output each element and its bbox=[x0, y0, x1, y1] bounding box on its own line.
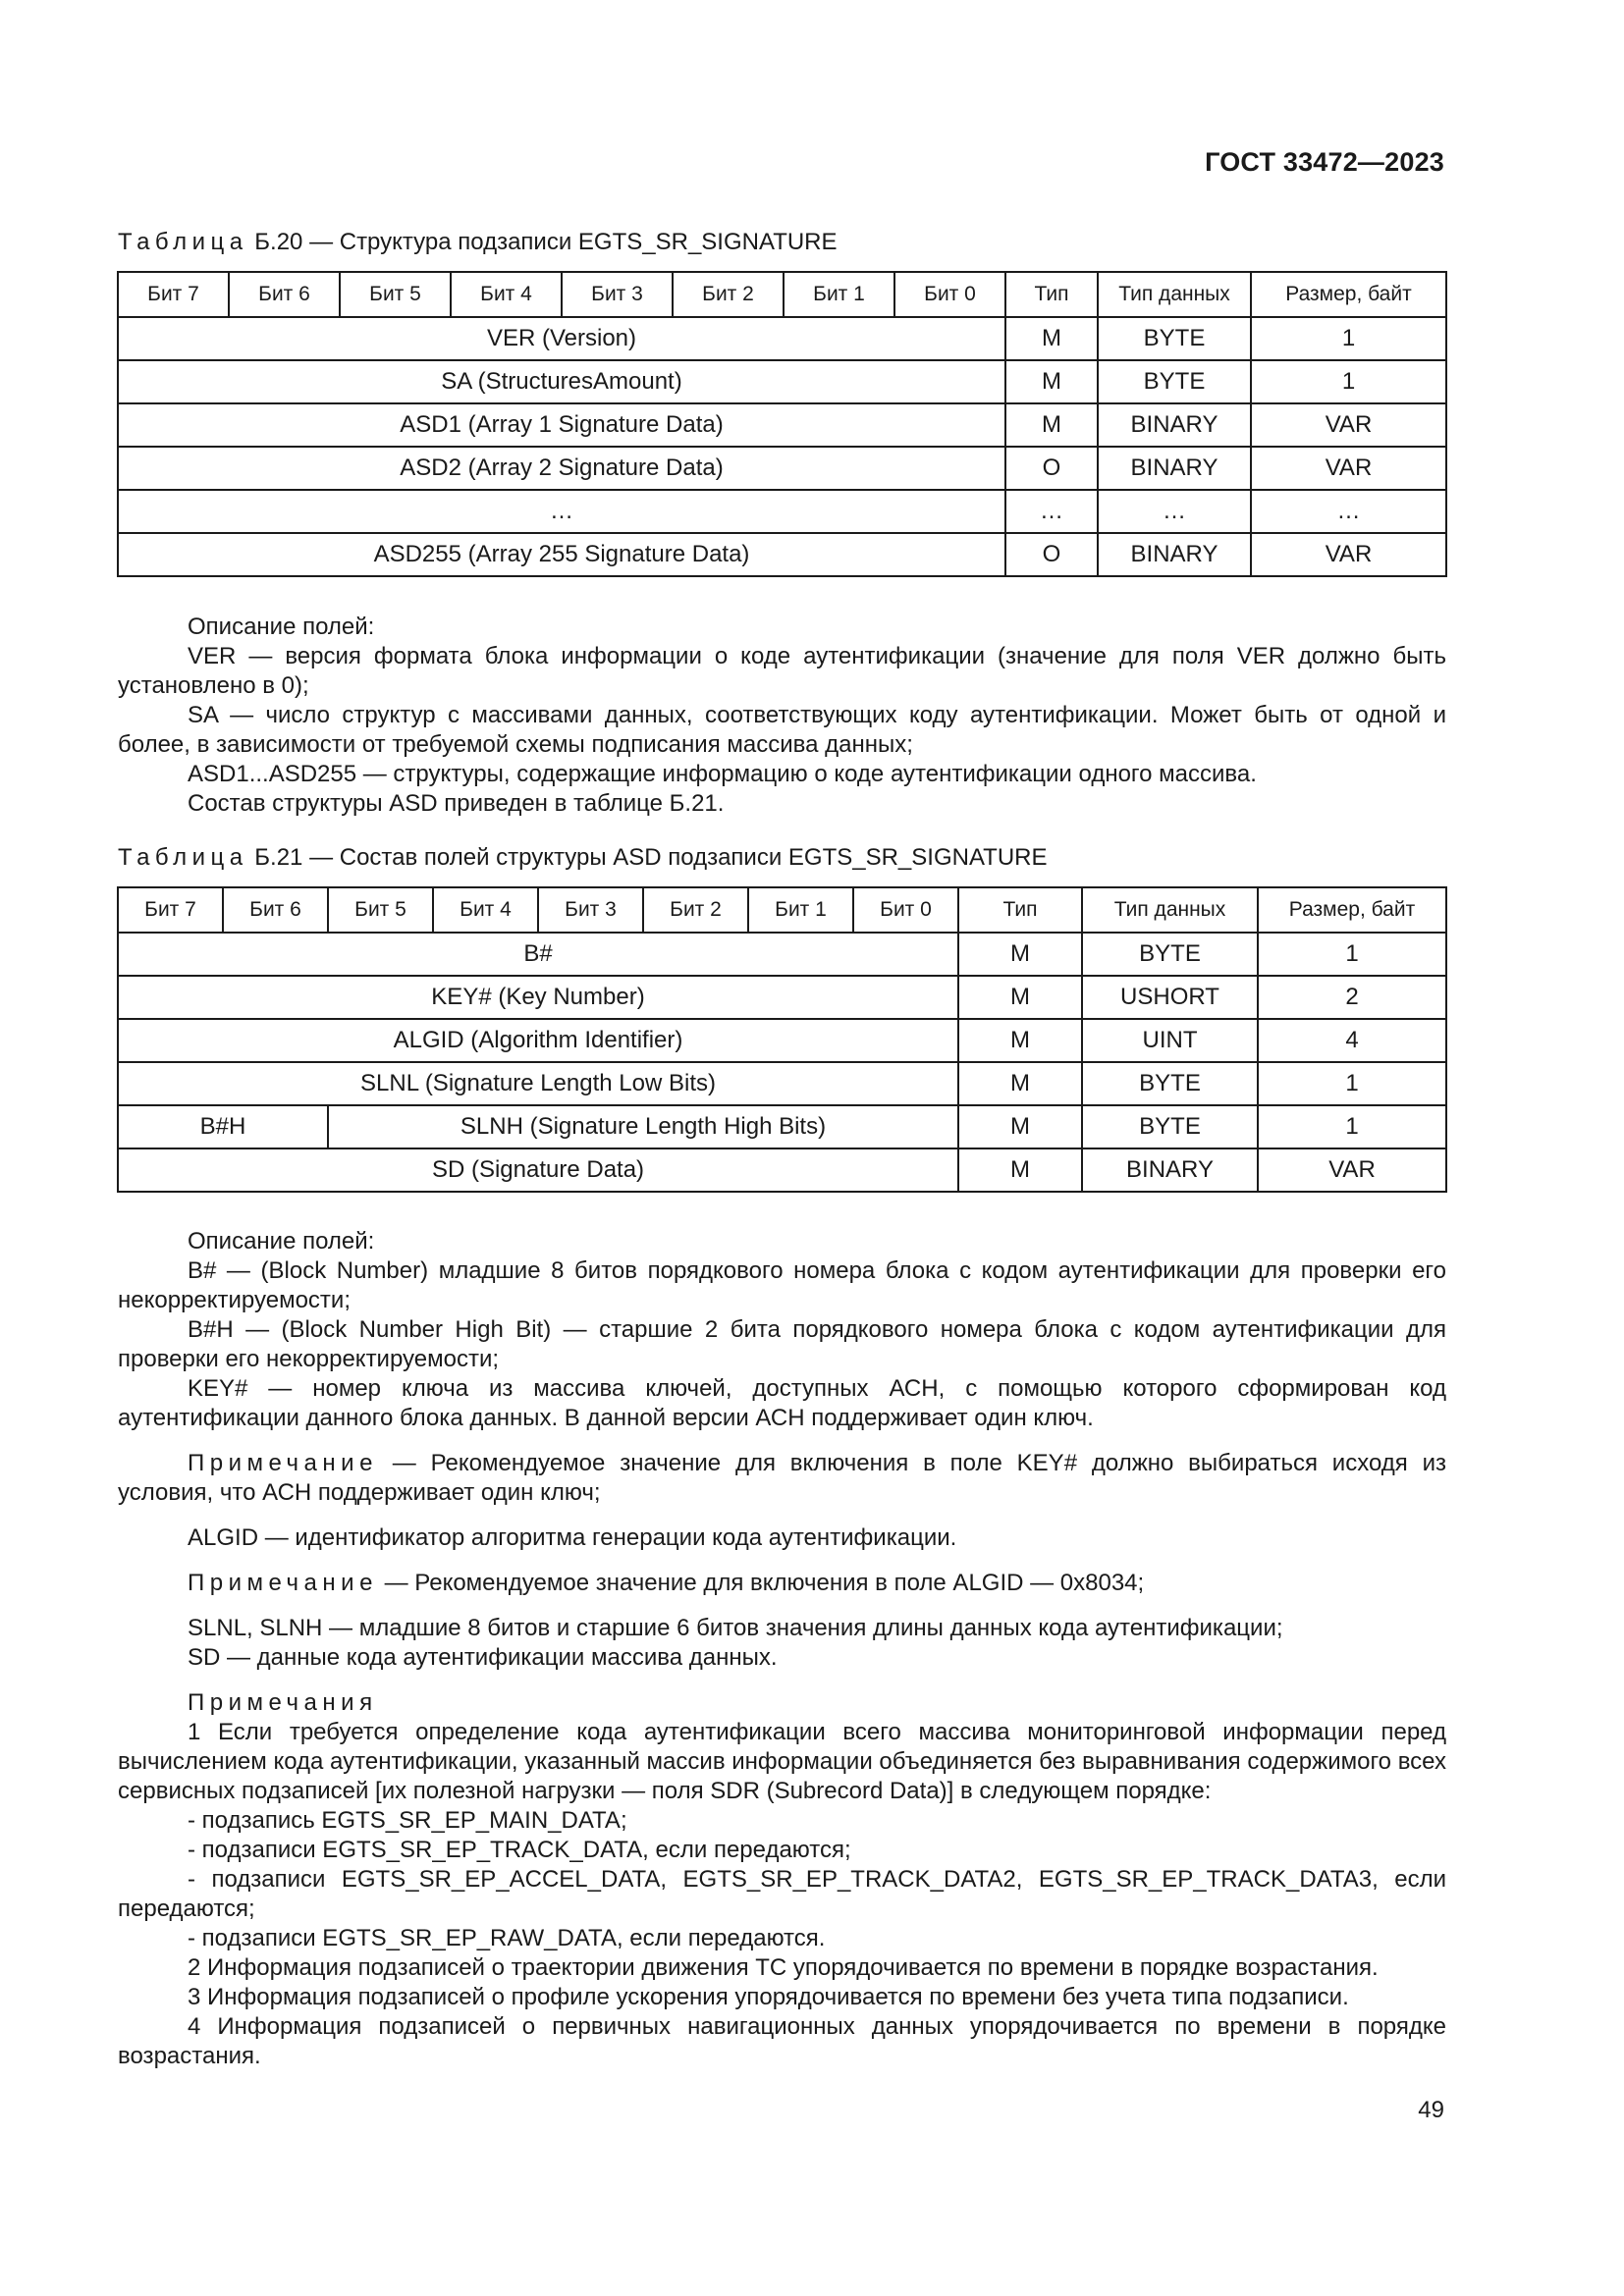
table20-header-cell: Тип данных bbox=[1098, 272, 1251, 317]
note-text: — Рекомендуемое значение для включения в поле KEY# должно выбираться исходя из условия, что АСН поддерживает один ключ; bbox=[118, 1450, 1446, 1506]
table-row bbox=[118, 360, 1446, 403]
table20-header-row bbox=[118, 272, 1446, 317]
field-cell: ASD1 (Array 1 Signature Data) bbox=[118, 403, 1005, 447]
field-cell: … bbox=[118, 490, 1005, 533]
size-cell: 4 bbox=[1258, 1019, 1446, 1062]
table-row bbox=[118, 933, 1446, 976]
datatype-cell: BYTE bbox=[1098, 317, 1251, 360]
table20-header-cell: Бит 5 bbox=[340, 272, 451, 317]
note-key bbox=[118, 1449, 1446, 1508]
paragraph: B# — (Block Number) младшие 8 битов порядкового номера блока с кодом аутентификации для проверки его некорректируемости; bbox=[118, 1257, 1446, 1313]
type-cell: M bbox=[958, 1148, 1082, 1192]
datatype-cell: … bbox=[1098, 490, 1251, 533]
table-row bbox=[118, 317, 1446, 360]
table20-header-cell: Бит 0 bbox=[894, 272, 1005, 317]
notes-label: Примечания bbox=[188, 1689, 378, 1716]
paragraph: Состав структуры ASD приведен в таблице Б.21. bbox=[188, 790, 725, 817]
description-block-2 bbox=[118, 1227, 1446, 2071]
table21-header-cell: Бит 5 bbox=[328, 887, 433, 933]
table-row bbox=[118, 1148, 1446, 1192]
size-cell: 1 bbox=[1251, 317, 1446, 360]
size-cell: VAR bbox=[1251, 447, 1446, 490]
field-cell: ASD2 (Array 2 Signature Data) bbox=[118, 447, 1005, 490]
paragraph: KEY# — номер ключа из массива ключей, доступных АСН, с помощью которого сформирован код аутентификации данного блока данных. В данной версии АСН поддерживает один ключ. bbox=[118, 1375, 1446, 1431]
field-cell: ALGID (Algorithm Identifier) bbox=[118, 1019, 958, 1062]
note-text: — Рекомендуемое значение для включения в поле ALGID — 0x8034; bbox=[384, 1570, 1145, 1596]
paragraph: B#H — (Block Number High Bit) — старшие 2 бита порядкового номера блока с кодом аутентификации для проверки его некорректируемости; bbox=[118, 1316, 1446, 1372]
size-cell: 1 bbox=[1258, 1062, 1446, 1105]
table20-header-cell: Размер, байт bbox=[1251, 272, 1446, 317]
table20-header-cell: Бит 2 bbox=[673, 272, 784, 317]
datatype-cell: BINARY bbox=[1098, 403, 1251, 447]
table21-caption bbox=[118, 844, 1048, 872]
table-row bbox=[118, 403, 1446, 447]
field-cell: KEY# (Key Number) bbox=[118, 976, 958, 1019]
table21-caption-word: Таблица bbox=[118, 844, 248, 871]
type-cell: M bbox=[958, 976, 1082, 1019]
table21-header-cell: Бит 1 bbox=[748, 887, 853, 933]
datatype-cell: BINARY bbox=[1082, 1148, 1258, 1192]
table-row bbox=[118, 447, 1446, 490]
table21-header-cell: Бит 6 bbox=[223, 887, 328, 933]
table21-header-cell: Бит 7 bbox=[118, 887, 223, 933]
size-cell: 2 bbox=[1258, 976, 1446, 1019]
table20-header-cell: Бит 1 bbox=[784, 272, 894, 317]
datatype-cell: BYTE bbox=[1082, 933, 1258, 976]
note-label: Примечание bbox=[188, 1570, 378, 1596]
note-label: Примечание bbox=[188, 1450, 378, 1476]
type-cell: M bbox=[958, 1062, 1082, 1105]
type-cell: M bbox=[1005, 317, 1098, 360]
table20-header-cell: Тип bbox=[1005, 272, 1098, 317]
note-item: 1 Если требуется определение кода аутентификации всего массива мониторинговой информации перед вычислением кода аутентификации, указанный массив информации объединяется без выравнивания содержимого всех сервисных подзаписей [их полезной нагрузки — поля SDR (Subrecord Data)] в следующем порядке: bbox=[118, 1719, 1446, 1804]
field-cell: SLNL (Signature Length Low Bits) bbox=[118, 1062, 958, 1105]
table21-header-cell: Бит 2 bbox=[643, 887, 748, 933]
type-cell: M bbox=[958, 1105, 1082, 1148]
table20 bbox=[117, 271, 1447, 577]
table-row bbox=[118, 490, 1446, 533]
table21-header-cell: Размер, байт bbox=[1258, 887, 1446, 933]
paragraph: Описание полей: bbox=[188, 1228, 375, 1255]
paragraph: ASD1...ASD255 — структуры, содержащие информацию о коде аутентификации одного массива. bbox=[188, 761, 1257, 787]
datatype-cell: BYTE bbox=[1098, 360, 1251, 403]
note-algid bbox=[118, 1569, 1446, 1598]
paragraph: Описание полей: bbox=[188, 614, 375, 640]
table-row bbox=[118, 1062, 1446, 1105]
field-cell-left: B#H bbox=[118, 1105, 328, 1148]
table-row bbox=[118, 533, 1446, 576]
field-cell: SD (Signature Data) bbox=[118, 1148, 958, 1192]
size-cell: 1 bbox=[1258, 933, 1446, 976]
table-row bbox=[118, 1019, 1446, 1062]
type-cell: M bbox=[958, 1019, 1082, 1062]
size-cell: 1 bbox=[1258, 1105, 1446, 1148]
table21-header-cell: Бит 4 bbox=[433, 887, 538, 933]
type-cell: O bbox=[1005, 533, 1098, 576]
table20-caption-text: Б.20 — Структура подзаписи EGTS_SR_SIGNATURE bbox=[254, 229, 838, 255]
size-cell: VAR bbox=[1258, 1148, 1446, 1192]
table-row bbox=[118, 976, 1446, 1019]
datatype-cell: BINARY bbox=[1098, 447, 1251, 490]
datatype-cell: USHORT bbox=[1082, 976, 1258, 1019]
note-item: - подзаписи EGTS_SR_EP_RAW_DATA, если передаются. bbox=[188, 1925, 826, 1951]
table21 bbox=[117, 886, 1447, 1193]
datatype-cell: BINARY bbox=[1098, 533, 1251, 576]
standard-number: ГОСТ 33472—2023 bbox=[1205, 147, 1444, 177]
note-item: - подзапись EGTS_SR_EP_MAIN_DATA; bbox=[188, 1807, 627, 1834]
datatype-cell: UINT bbox=[1082, 1019, 1258, 1062]
note-item: 3 Информация подзаписей о профиле ускорения упорядочивается по времени без учета типа подзаписи. bbox=[188, 1984, 1349, 2010]
field-cell: B# bbox=[118, 933, 958, 976]
table21-header-cell: Тип bbox=[958, 887, 1082, 933]
field-cell: SA (StructuresAmount) bbox=[118, 360, 1005, 403]
table21-caption-text: Б.21 — Состав полей структуры ASD подзаписи EGTS_SR_SIGNATURE bbox=[254, 844, 1048, 871]
note-item: - подзаписи EGTS_SR_EP_TRACK_DATA, если передаются; bbox=[188, 1837, 851, 1863]
datatype-cell: BYTE bbox=[1082, 1062, 1258, 1105]
table21-header-cell: Тип данных bbox=[1082, 887, 1258, 933]
table20-header-cell: Бит 3 bbox=[562, 272, 673, 317]
note-item: 4 Информация подзаписей о первичных навигационных данных упорядочивается по времени в порядке возрастания. bbox=[118, 2013, 1446, 2069]
size-cell: VAR bbox=[1251, 403, 1446, 447]
field-cell: VER (Version) bbox=[118, 317, 1005, 360]
size-cell: VAR bbox=[1251, 533, 1446, 576]
type-cell: O bbox=[1005, 447, 1098, 490]
type-cell: M bbox=[958, 933, 1082, 976]
type-cell: M bbox=[1005, 360, 1098, 403]
field-cell: ASD255 (Array 255 Signature Data) bbox=[118, 533, 1005, 576]
field-cell: SLNH (Signature Length High Bits) bbox=[328, 1105, 958, 1148]
paragraph: SLNL, SLNH — младшие 8 битов и старшие 6 битов значения длины данных кода аутентификации; bbox=[188, 1615, 1283, 1641]
paragraph: ALGID — идентификатор алгоритма генерации кода аутентификации. bbox=[188, 1524, 957, 1551]
type-cell: M bbox=[1005, 403, 1098, 447]
notes-heading bbox=[118, 1688, 1446, 1718]
description-block-1 bbox=[118, 613, 1446, 819]
datatype-cell: BYTE bbox=[1082, 1105, 1258, 1148]
size-cell: 1 bbox=[1251, 360, 1446, 403]
type-cell: … bbox=[1005, 490, 1098, 533]
table21-header-cell: Бит 3 bbox=[538, 887, 643, 933]
table20-header-cell: Бит 4 bbox=[451, 272, 562, 317]
table-row bbox=[118, 1105, 1446, 1148]
note-item: 2 Информация подзаписей о траектории движения ТС упорядочивается по времени в порядке возрастания. bbox=[188, 1954, 1379, 1981]
paragraph: SA — число структур с массивами данных, соответствующих коду аутентификации. Может быть от одной и более, в зависимости от требуемой схемы подписания массива данных; bbox=[118, 702, 1446, 758]
size-cell: … bbox=[1251, 490, 1446, 533]
paragraph: SD — данные кода аутентификации массива данных. bbox=[188, 1644, 778, 1671]
table20-header-cell: Бит 6 bbox=[229, 272, 340, 317]
table20-caption bbox=[118, 229, 838, 256]
page-number: 49 bbox=[1418, 2097, 1444, 2123]
paragraph: VER — версия формата блока информации о коде аутентификации (значение для поля VER должно быть установлено в 0); bbox=[118, 643, 1446, 699]
table21-header-cell: Бит 0 bbox=[853, 887, 958, 933]
table20-header-cell: Бит 7 bbox=[118, 272, 229, 317]
table20-caption-word: Таблица bbox=[118, 229, 248, 255]
table21-header-row bbox=[118, 887, 1446, 933]
note-item: - подзаписи EGTS_SR_EP_ACCEL_DATA, EGTS_SR_EP_TRACK_DATA2, EGTS_SR_EP_TRACK_DATA3, если передаются; bbox=[118, 1866, 1446, 1922]
